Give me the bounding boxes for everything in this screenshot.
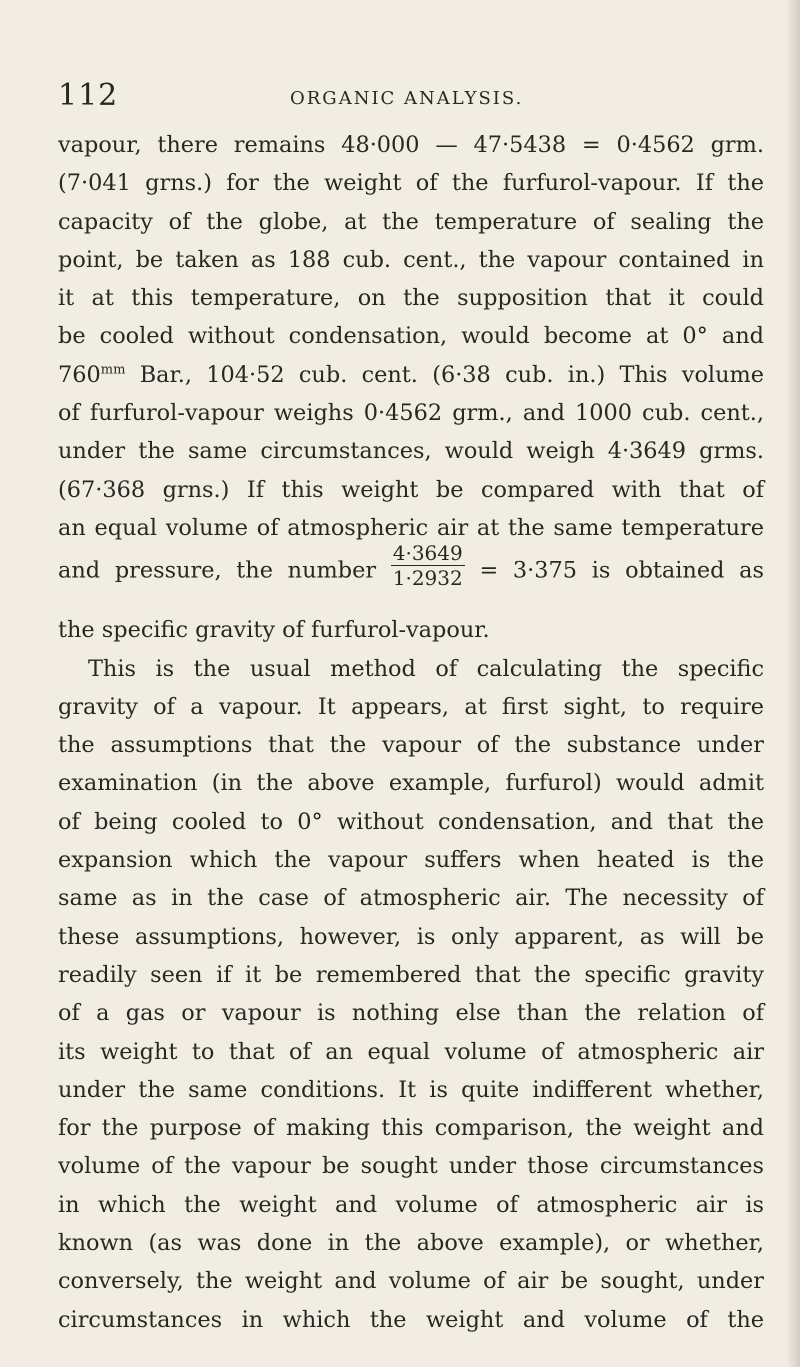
page-header [58,78,758,114]
paragraph-2 [58,650,764,1339]
text-line: for the purpose of making this comparison, the weight and [58,1115,764,1142]
text-line: volume of the vapour be sought under those circumstances [58,1153,764,1180]
page-number: 112 [58,78,119,113]
text-line: of being cooled to 0° without condensation, and that the [58,808,764,835]
text-line: the specific gravity of furfurol-vapour. [58,617,490,644]
text-line: an equal volume of atmospheric air at the same temperature [58,514,764,541]
text-line: gravity of a vapour. It appears, at first sight, to require [58,693,764,720]
fraction-denominator: 1·2932 [392,566,463,591]
text-fragment: Bar., 104·52 cub. cent. (6·38 cub. in.) This volume [125,361,764,388]
text-line: in which the weight and volume of atmospheric air is [58,1191,764,1218]
fraction-numerator: 4·3649 [392,541,463,566]
text-line: of a gas or vapour is nothing else than the relation of [58,1000,764,1027]
fraction [391,541,465,590]
text-line: same as in the case of atmospheric air. The necessity of [58,885,764,912]
text-line: This is the usual method of calculating the specific [88,655,764,682]
text-line: under the same circumstances, would weigh 4·3649 grms. [58,438,764,465]
body-text [58,126,764,1339]
text-line: (67·368 grns.) If this weight be compared with that of [58,476,764,503]
text-line: capacity of the globe, at the temperature of sealing the [58,208,764,235]
superscript-unit: mm [100,362,126,378]
text-line-with-fraction [58,541,764,611]
text-line: readily seen if it be remembered that the specific gravity [58,961,764,988]
text-line: its weight to that of an equal volume of atmospheric air [58,1038,764,1065]
text-line: be cooled without condensation, would become at 0° and [58,323,764,350]
text-line [58,356,764,394]
text-line: conversely, the weight and volume of air be sought, under [58,1268,764,1295]
text-line: (7·041 grns.) for the weight of the furfurol-vapour. If the [58,170,764,197]
text-fragment: 760 [58,361,101,388]
text-line: circumstances in which the weight and volume of the [58,1306,764,1333]
text-line: these assumptions, however, is only apparent, as will be [58,923,764,950]
text-fragment: and pressure, the number [58,557,377,584]
running-head: ORGANIC ANALYSIS. [290,88,524,109]
text-line: expansion which the vapour suffers when heated is the [58,847,764,874]
text-fragment: = 3·375 is obtained as [479,557,764,584]
text-line: point, be taken as 188 cub. cent., the vapour contained in [58,246,764,273]
text-line: under the same conditions. It is quite indifferent whether, [58,1076,764,1103]
paragraph-1 [58,126,764,650]
text-line: it at this temperature, on the supposition that it could [58,285,764,312]
text-line: known (as was done in the above example), or whether, [58,1230,764,1257]
text-line: of furfurol-vapour weighs 0·4562 grm., and 1000 cub. cent., [58,400,764,427]
text-line: vapour, there remains 48·000 — 47·5438 = 0·4562 grm. [58,132,764,158]
page-edge-shadow [786,0,800,1367]
text-line: examination (in the above example, furfurol) would admit [58,770,764,797]
text-line: the assumptions that the vapour of the substance under [58,732,764,759]
